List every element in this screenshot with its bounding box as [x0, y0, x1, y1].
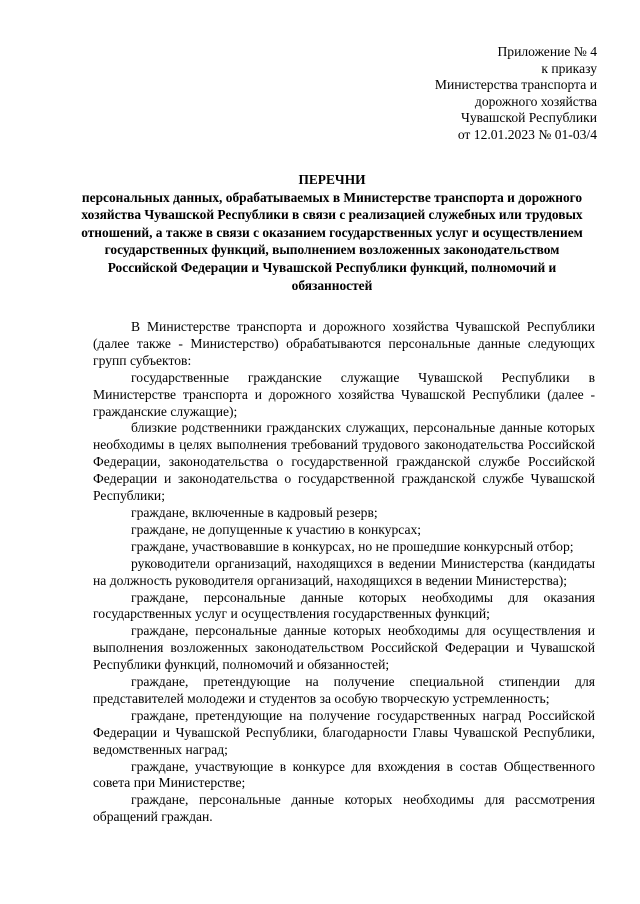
body-paragraph: граждане, участвовавшие в конкурсах, но не прошедшие конкурсный отбор;	[131, 538, 574, 554]
body-paragraph: В Министерстве транспорта и дорожного хозяйства Чувашской Республики (далее также - Министерство) обрабатываются персональные данные следующих групп субъектов:	[93, 319, 595, 368]
appendix-line: Министерства транспорта и	[434, 77, 597, 93]
title-subtitle: персональных данных, обрабатываемых в Министерстве транспорта и дорожного хозяйства Чувашской Республики в связи с реализацией служебных или трудовых отношений, а также в связи с оказанием государственных услуг и осуществлением государственных функций, выполнением возложенных законодательством Российской Федерации и Чувашской Республики функций, полномочий и обязанностей	[81, 189, 583, 293]
appendix-line: Чувашской Республики	[461, 110, 597, 126]
body-paragraph: государственные гражданские служащие Чувашской Республики в Министерстве транспорта и дорожного хозяйства Чувашской Республики (далее - гражданские служащие);	[93, 369, 595, 419]
body-paragraph: граждане, персональные данные которых необходимы для рассмотрения обращений граждан.	[93, 792, 595, 825]
body-paragraph: граждане, включенные в кадровый резерв;	[131, 504, 378, 520]
appendix-line: дорожного хозяйства	[474, 93, 597, 109]
appendix-line: к приказу	[541, 60, 597, 76]
body-paragraph: граждане, персональные данные которых необходимы для осуществления и выполнения возложенных законодательством Российской Федерации и Чувашской Республики функций, полномочий и обязанностей;	[93, 623, 595, 673]
body-paragraph: граждане, участвующие в конкурсе для вхождения в состав Общественного совета при Министерстве;	[93, 758, 595, 791]
appendix-line: от 12.01.2023 № 01-03/4	[457, 126, 597, 142]
appendix-line: Приложение № 4	[497, 44, 597, 59]
appendix-reference	[435, 44, 597, 144]
document-body	[93, 319, 595, 826]
body-paragraph: граждане, персональные данные которых необходимы для оказания государственных услуг и осуществления государственных функций;	[93, 589, 595, 622]
title-heading: ПЕРЕЧНИ	[298, 172, 366, 187]
body-paragraph: граждане, претендующие на получение государственных наград Российской Федерации и Чувашской Республики, благодарности Главы Чувашской Республики, ведомственных наград;	[93, 707, 595, 757]
body-paragraph: руководители организаций, находящихся в ведении Министерства (кандидаты на должность руководителя организаций, находящихся в ведении Министерства);	[93, 555, 595, 588]
body-paragraph: граждане, не допущенные к участию в конкурсах;	[131, 521, 422, 537]
body-paragraph: близкие родственники гражданских служащих, персональные данные которых необходимы в целях выполнения требований трудового законодательства Российской Федерации, законодательства о государственной гражданской службе Российской Федерации и законодательства о государственной гражданской службе Чувашской Республики;	[93, 420, 595, 504]
body-paragraph: граждане, претендующие на получение специальной стипендии для представителей молодежи и студентов за особую творческую устремленность;	[93, 674, 595, 706]
document-title	[70, 171, 594, 294]
